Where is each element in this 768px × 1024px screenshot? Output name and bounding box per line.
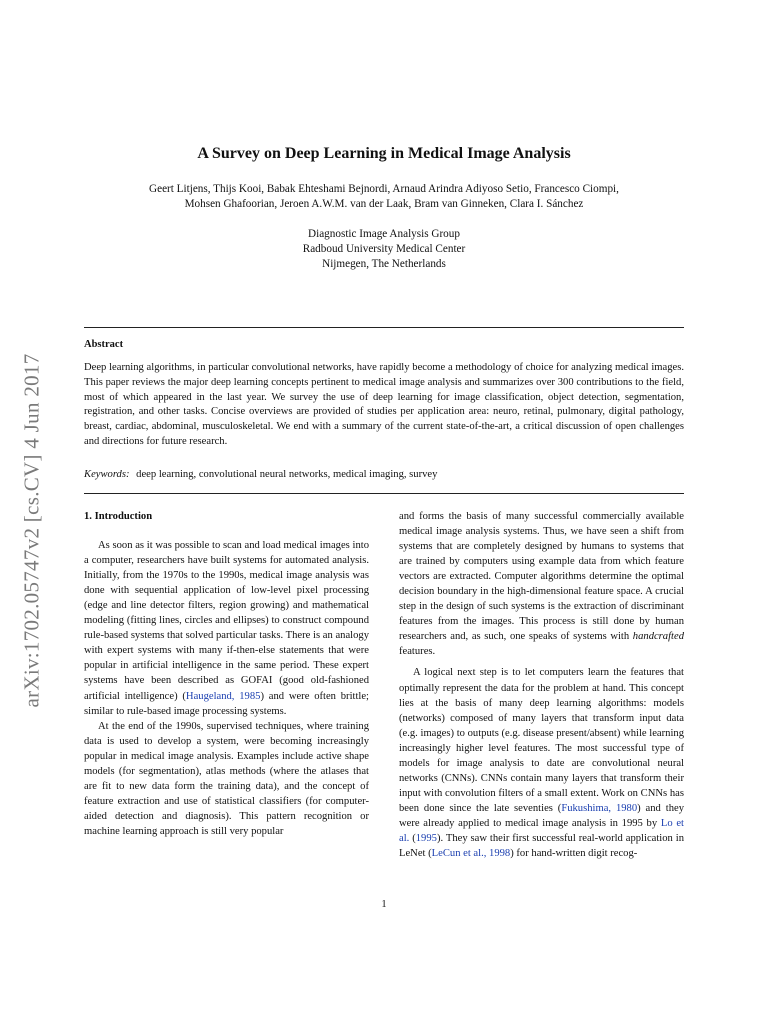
abstract-top-rule <box>84 327 684 328</box>
affiliation <box>84 227 684 272</box>
keywords <box>84 468 684 483</box>
intro-paragraph-1: As soon as it was possible to scan and load medical images into a computer, researchers have built systems for automated analysis. Initially, from the 1970s to the 1990s, medical image analysis was done with sequential application of low-level pixel processing (edge and line detector filters, region growing) and mathematical modeling (fitting lines, circles and ellipses) to construct compound rule-based systems that solved particular tasks. There is an analogy with expert systems with many if-then-else statements that were popular in artificial intelligence in the same period. These expert systems have been described as GOFAI (good old-fashioned artificial intelligence) (Haugeland, 1985) and were often brittle; similar to rule-based image processing systems. <box>84 540 369 717</box>
citation-link[interactable]: 1995 <box>415 832 437 844</box>
keywords-text: deep learning, convolutional neural networks, medical imaging, survey <box>136 469 438 480</box>
abstract-heading: Abstract <box>84 339 124 350</box>
citation-link[interactable]: Lo et al. <box>399 817 685 844</box>
author-line-1: Geert Litjens, Thijs Kooi, Babak Ehteshami Bejnordi, Arnaud Arindra Adiyoso Setio, Francesco Ciompi, <box>149 183 619 195</box>
citation-link[interactable]: Fukushima, 1980 <box>561 802 638 814</box>
abstract-bottom-rule <box>84 493 684 494</box>
left-column <box>84 509 369 839</box>
emphasis-handcrafted: handcrafted <box>632 631 684 643</box>
author-line-2: Mohsen Ghafoorian, Jeroen A.W.M. van der Laak, Bram van Ginneken, Clara I. Sánchez <box>184 198 584 210</box>
intro-paragraph-4: A logical next step is to let computers learn the features that optimally represent the data for the problem at hand. This concept lies at the basis of many deep learning algorithms: models (networks) composed of many layers that transform input data (e.g. images) to outputs (e.g. disease present/absent) while learning increasingly higher level features. The most successful type of models for image analysis to date are convolutional neural networks (CNNs). CNNs contain many layers that transform their input with convolution filters of a small extent. Work on CNNs has been done since the late seventies (Fukushima, 1980) and they were already applied to medical image analysis in 1995 by Lo et al. (1995). They saw their first successful real-world application in LeNet (LeCun et al., 1998) for hand-written digit recog- <box>399 667 685 860</box>
citation-link[interactable]: Haugeland, 1985 <box>185 690 261 702</box>
page-number: 1 <box>381 899 387 910</box>
arxiv-identifier-stamp <box>14 320 50 740</box>
intro-paragraph-2: At the end of the 1990s, supervised techniques, where training data is used to develop a system, were becoming increasingly popular in medical image analysis. Examples include active shape models (for segmentation), atlas methods (where the atlases that are fit to new data form the training data), and the concept of feature extraction and use of statistical classifiers (for computer-aided detection and diagnosis). This pattern recognition or machine learning approach is still very popular <box>84 720 369 837</box>
abstract-body: Deep learning algorithms, in particular convolutional networks, have rapidly become a methodology of choice for analyzing medical images. This paper reviews the major deep learning concepts pertinent to medical image analysis and summarizes over 300 contributions to the field, most of which appeared in the last year. We survey the use of deep learning for image classification, object detection, segmentation, registration, and other tasks. Concise overviews are provided of studies per application area: neuro, retinal, pulmonary, digital pathology, breast, cardiac, abdominal, musculoskeletal. We end with a summary of the current state-of-the-art, a critical discussion of open challenges and directions for future research. <box>84 362 684 447</box>
affiliation-line-3: Nijmegen, The Netherlands <box>322 258 446 270</box>
affiliation-line-2: Radboud University Medical Center <box>302 243 466 255</box>
arxiv-identifier-text: arXiv:1702.05747v2 [cs.CV] 4 Jun 2017 <box>19 352 44 708</box>
paper-title: A Survey on Deep Learning in Medical Image Analysis <box>197 145 571 162</box>
intro-paragraph-3: and forms the basis of many successful commercially available medical image analysis systems. Thus, we have seen a shift from systems that are completely designed by humans to systems that are trained by computers using example data from which feature vectors are extracted. Computer algorithms determine the optimal decision boundary in the high-dimensional feature space. A crucial step in the design of such systems is the extraction of discriminant features from the images. This process is still done by human researchers and, as such, one speaks of systems with handcrafted features. <box>399 511 684 658</box>
citation-link[interactable]: LeCun et al., 1998 <box>431 848 511 860</box>
keywords-label: Keywords: <box>84 469 130 480</box>
right-column <box>399 509 684 861</box>
section-heading-introduction: 1. Introduction <box>84 511 153 522</box>
affiliation-line-1: Diagnostic Image Analysis Group <box>308 228 460 240</box>
author-list <box>84 182 684 212</box>
